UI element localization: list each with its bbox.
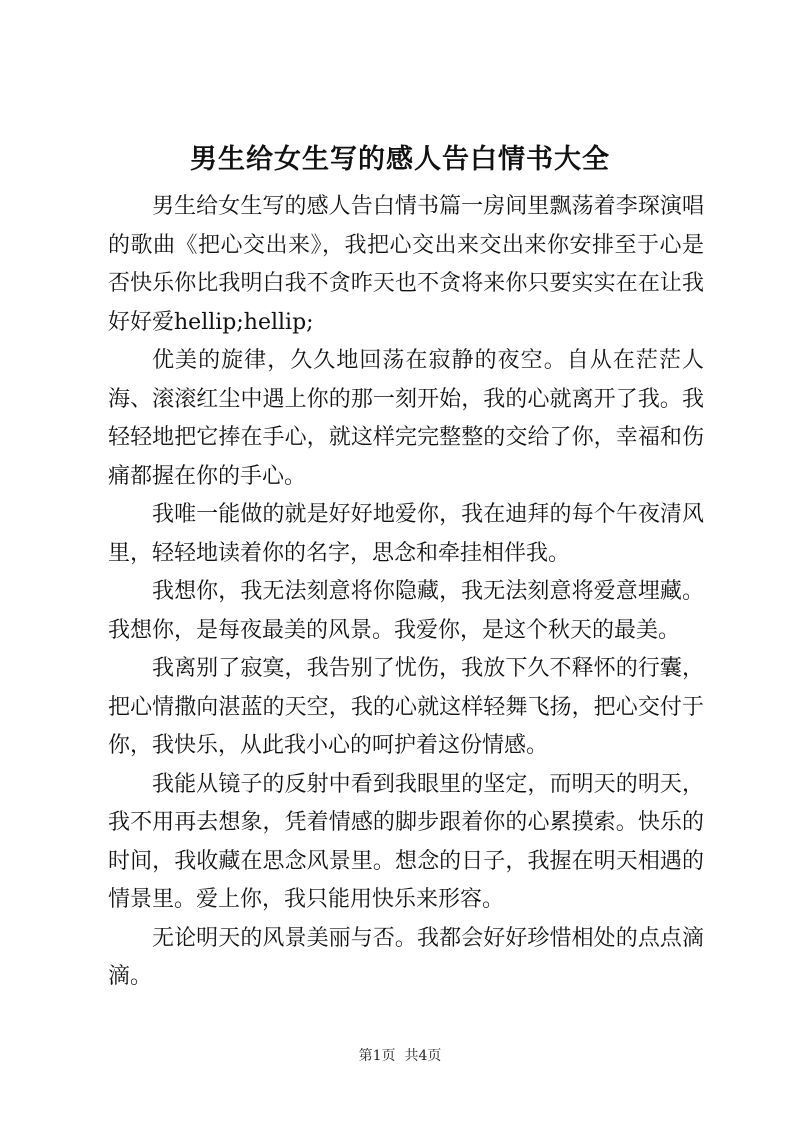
page-number-label: 第1页 共4页 — [358, 1048, 442, 1064]
paragraph-4: 我想你，我无法刻意将你隐藏，我无法刻意将爱意埋藏。我想你，是每夜最美的风景。我爱你，是这个秋天的最美。 — [108, 579, 704, 643]
paragraph-2: 优美的旋律，久久地回荡在寂静的夜空。自从在茫茫人海、滚滚红尘中遇上你的那一刻开始，我的心就离开了我。我轻轻地把它捧在手心，就这样完完整整的交给了你，幸福和伤痛都握在你的手心。 — [108, 348, 704, 489]
document-body — [108, 188, 704, 997]
paragraph-7: 无论明天的风景美丽与否。我都会好好珍惜相处的点点滴滴。 — [108, 925, 704, 989]
paragraph-1: 男生给女生写的感人告白情书篇一房间里飘荡着李琛演唱的歌曲《把心交出来》，我把心交出来交出来你安排至于心是否快乐你比我明白我不贪昨天也不贪将来你只要实实在在让我好好爱hellip;hellip; — [108, 194, 704, 335]
page-title: 男生给女生写的感人告白情书大全 — [190, 144, 610, 175]
paragraph-3: 我唯一能做的就是好好地爱你，我在迪拜的每个午夜清风里，轻轻地读着你的名字，思念和牵挂相伴我。 — [108, 502, 704, 566]
paragraph-5: 我离别了寂寞，我告别了忧伤，我放下久不释怀的行囊，把心情撒向湛蓝的天空，我的心就这样轻舞飞扬，把心交付于你，我快乐，从此我小心的呵护着这份情感。 — [108, 656, 704, 758]
page-footer — [0, 1046, 800, 1066]
paragraph-6: 我能从镜子的反射中看到我眼里的坚定，而明天的明天，我不用再去想象，凭着情感的脚步跟着你的心累摸索。快乐的时间，我收藏在思念风景里。想念的日子，我握在明天相遇的情景里。爱上你，我只能用快乐来形容。 — [108, 771, 704, 912]
